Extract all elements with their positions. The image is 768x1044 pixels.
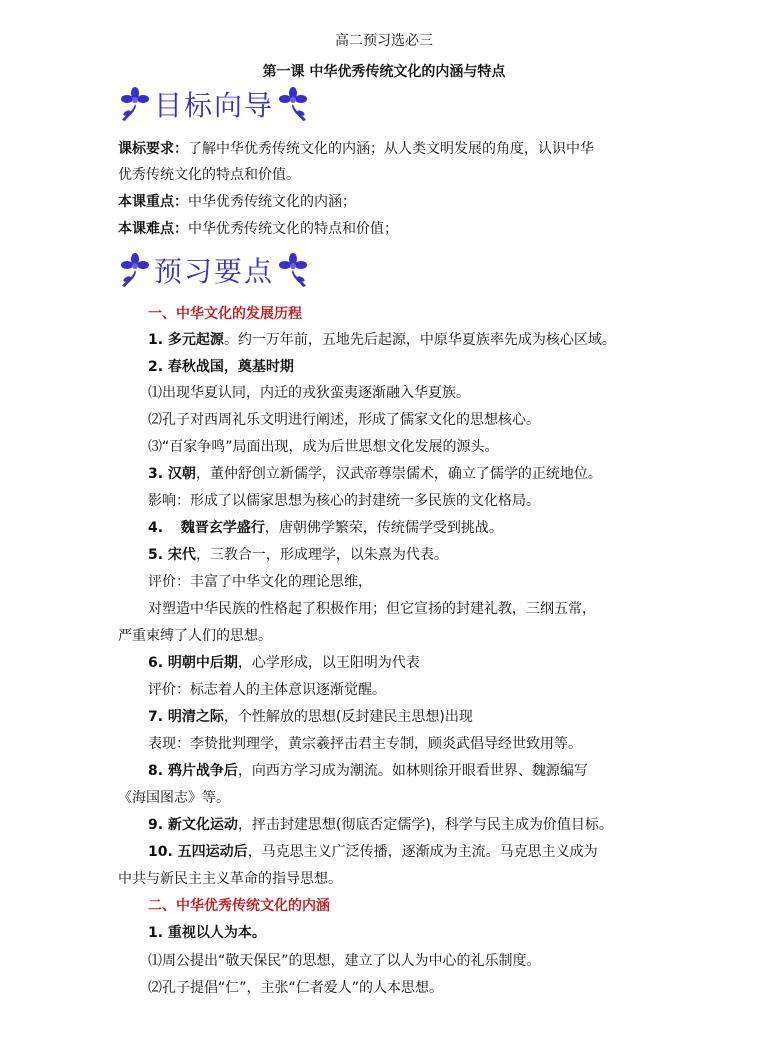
flower-ornament-icon [276,84,310,124]
list-item: 4. 魏晋玄学盛行，唐朝佛学繁荣，传统儒学受到挑战。 [148,520,503,536]
section-heading-history: 一、中华文化的发展历程 [148,306,302,322]
goal-requirement-cont: 优秀传统文化的特点和价值。 [118,167,300,183]
list-item: 7. 明清之际，个性解放的思想(反封建民主思想)出现 [148,709,473,725]
list-item: 6. 明朝中后期，心学形成，以王阳明为代表 [148,655,420,671]
flower-ornament-icon [118,250,152,290]
banner-title: 目标向导 [154,89,275,122]
list-item: 表现：李贽批判理学，黄宗羲抨击君主专制，顾炎武倡导经世致用等。 [148,736,582,752]
goal-requirement: 课标要求：了解中华优秀传统文化的内涵；从人类文明发展的角度，认识中华 [118,141,594,157]
list-item: 严重束缚了人们的思想。 [118,628,272,644]
list-item: ⑵孔子对西周礼乐文明进行阐述，形成了儒家文化的思想核心。 [148,412,540,428]
list-item: ⑴周公提出“敬天保民”的思想，建立了以人为中心的礼乐制度。 [148,953,541,969]
list-item: 评价：丰富了中华文化的理论思维， [148,574,372,590]
list-item: 1. 多元起源。约一万年前，五地先后起源，中原华夏族率先成为核心区域。 [148,332,616,348]
list-item: ⑵孔子提倡“仁”，主张“仁者爱人”的人本思想。 [148,980,444,996]
list-item: 《海国图志》等。 [118,790,230,806]
list-item: 3. 汉朝，董仲舒创立新儒学，汉武帝尊崇儒术，确立了儒学的正统地位。 [148,466,602,482]
list-item: 对塑造中华民族的性格起了积极作用；但它宣扬的封建礼教，三纲五常， [148,601,596,617]
banner-title: 预习要点 [154,255,275,288]
list-item: 评价：标志着人的主体意识逐渐觉醒。 [148,682,386,698]
lesson-title: 第一课 中华优秀传统文化的内涵与特点 [262,64,506,80]
list-item: 10. 五四运动后，马克思主义广泛传播，逐渐成为主流。马克思主义成为 [148,844,598,860]
list-item: 1. 重视以人为本。 [148,925,266,941]
goal-key-point: 本课重点：中华优秀传统文化的内涵； [118,194,356,210]
list-item: 5. 宋代，三教合一，形成理学，以朱熹为代表。 [148,547,448,563]
list-item: 中共与新民主主义革命的指导思想。 [118,871,342,887]
flower-ornament-icon [276,250,310,290]
list-item: 8. 鸦片战争后，向西方学习成为潮流。如林则徐开眼看世界、魏源编写 [148,763,588,779]
page-header: 高二预习选必三 [335,33,433,49]
banner-goals [118,82,310,126]
list-item: 影响：形成了以儒家思想为核心的封建统一多民族的文化格局。 [148,493,540,509]
list-item: 9. 新文化运动，抨击封建思想(彻底否定儒学)，科学与民主成为价值目标。 [148,817,613,833]
goal-difficulty: 本课难点：中华优秀传统文化的特点和价值； [118,221,398,237]
list-item: 2. 春秋战国，奠基时期 [148,359,294,375]
flower-ornament-icon [118,84,152,124]
banner-preview [118,248,310,292]
list-item: ⑶“百家争鸣”局面出现，成为后世思想文化发展的源头。 [148,439,499,455]
list-item: ⑴出现华夏认同，内迁的戎狄蛮夷逐渐融入华夏族。 [148,385,470,401]
section-heading-connotation: 二、中华优秀传统文化的内涵 [148,898,330,914]
